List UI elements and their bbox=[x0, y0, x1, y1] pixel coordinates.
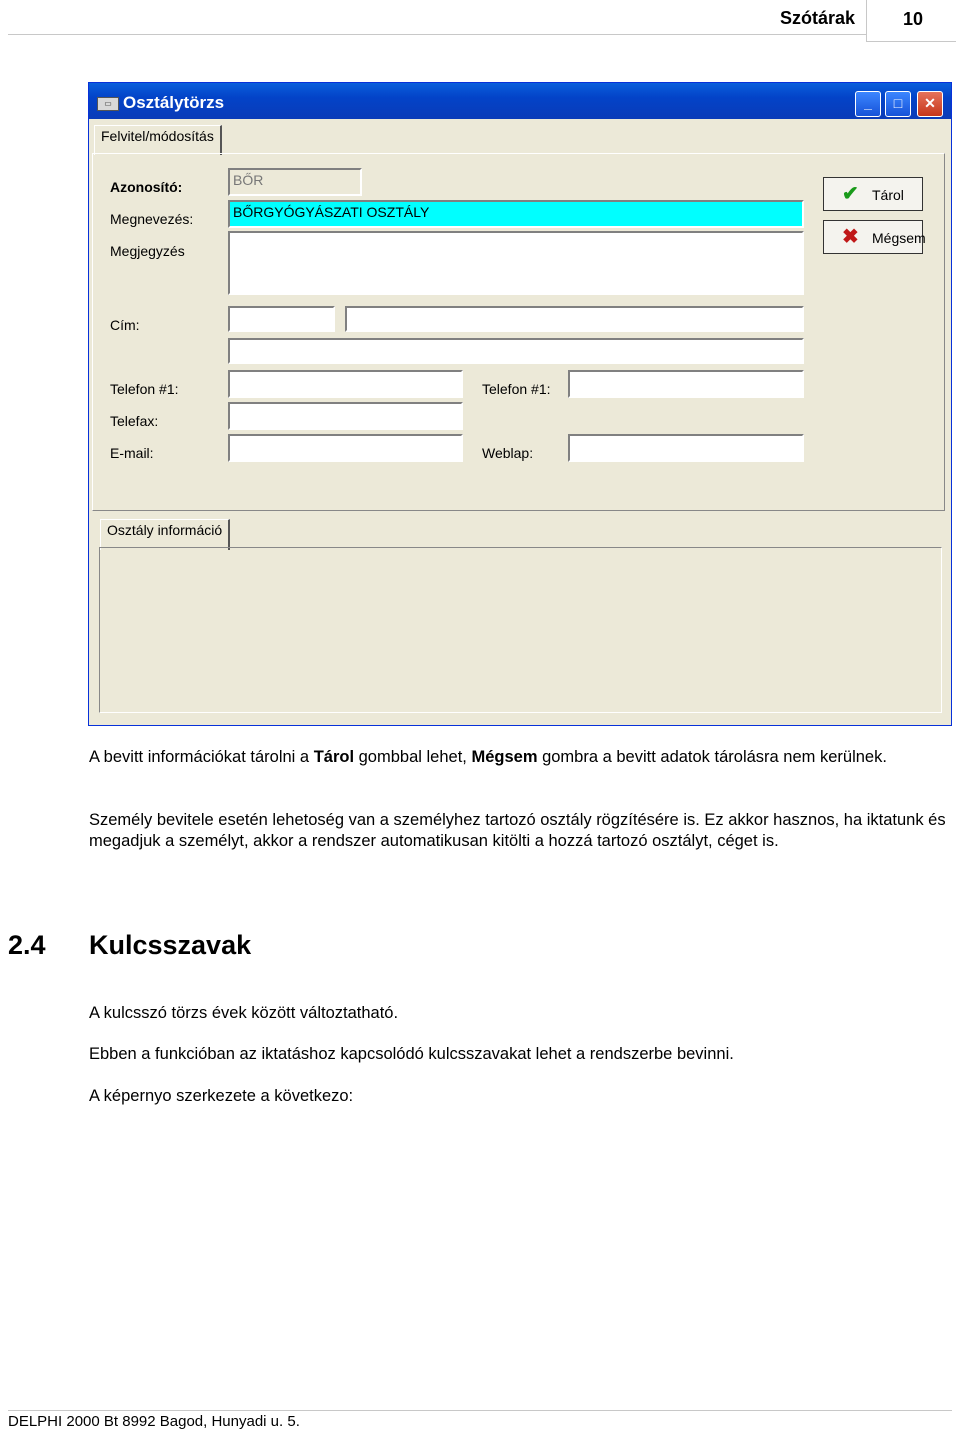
azonosito-label: Azonosító: bbox=[110, 179, 183, 195]
osztalytorzs-window bbox=[88, 82, 952, 726]
tab-osztaly-informacio[interactable]: Osztály információ bbox=[100, 519, 230, 550]
window-titlebar[interactable] bbox=[89, 83, 951, 119]
section-number: 2.4 bbox=[8, 930, 46, 960]
telefon1b-label: Telefon #1: bbox=[482, 381, 551, 397]
footer-text: DELPHI 2000 Bt 8992 Bagod, Hunyadi u. 5. bbox=[8, 1413, 300, 1430]
paragraph-kepernyo: A képernyo szerkezete a következo: bbox=[89, 1087, 354, 1105]
paragraph-tarol bbox=[89, 747, 951, 768]
telefax-field[interactable] bbox=[228, 402, 463, 430]
megsem-button[interactable] bbox=[823, 220, 926, 254]
tarol-button[interactable] bbox=[823, 177, 923, 211]
weblap-label: Weblap: bbox=[482, 445, 534, 461]
tarol-button-label: Tárol bbox=[872, 187, 904, 203]
email-label: E-mail: bbox=[110, 445, 154, 461]
megjegyzes-field[interactable] bbox=[228, 231, 804, 295]
paragraph-kulcsszo: A kulcsszó törzs évek között változtatható. bbox=[89, 1004, 399, 1022]
checkmark-icon: ✔ bbox=[842, 183, 859, 205]
close-button[interactable]: ✕ bbox=[917, 91, 943, 117]
x-icon: ✖ bbox=[842, 226, 859, 248]
telefon1-label: Telefon #1: bbox=[110, 381, 179, 397]
telefon1b-field[interactable] bbox=[568, 370, 804, 398]
paragraph-funkcio: Ebben a funkcióban az iktatáshoz kapcsolódó kulcsszavakat lehet a rendszerbe bevinni. bbox=[89, 1045, 734, 1063]
megnevezes-field[interactable]: BŐRGYÓGYÁSZATI OSZTÁLY bbox=[228, 200, 804, 228]
maximize-button[interactable]: □ bbox=[885, 91, 911, 117]
p1-megsem-bold: Mégsem bbox=[471, 748, 538, 766]
telefax-label: Telefax: bbox=[110, 413, 159, 429]
header-title: Szótárak bbox=[780, 8, 856, 28]
window-title: Osztálytörzs bbox=[123, 93, 225, 112]
weblap-field[interactable] bbox=[568, 434, 804, 462]
p1-text-e: gombra a bevitt adatok tárolásra nem kerülnek. bbox=[537, 748, 887, 766]
paragraph-szemely: Személy bevitele esetén lehetoség van a személyhez tartozó osztály rögzítésére is. Ez akkor hasznos, ha iktatunk és megadjuk a személyt, akkor a rendszer automatikusan kitölti a hozzá tartozó osztályt, céget is. bbox=[89, 811, 946, 850]
cim-zip-field[interactable] bbox=[228, 306, 335, 332]
tab-felvitel-modositas[interactable]: Felvitel/módosítás bbox=[94, 125, 222, 155]
p1-text-a: A bevitt információkat tárolni a bbox=[89, 748, 314, 766]
cim-label: Cím: bbox=[110, 317, 140, 333]
minimize-button[interactable]: _ bbox=[855, 91, 881, 117]
header-rule bbox=[8, 34, 866, 35]
p1-text-c: gombbal lehet, bbox=[354, 748, 472, 766]
p1-tarol-bold: Tárol bbox=[313, 748, 355, 766]
osztaly-informacio-panel bbox=[99, 547, 942, 713]
megsem-button-label: Mégsem bbox=[872, 230, 926, 246]
azonosito-field[interactable]: BŐR bbox=[228, 168, 362, 196]
window-icon: ▭ bbox=[97, 97, 119, 111]
telefon1-field[interactable] bbox=[228, 370, 463, 398]
cim-city-field[interactable] bbox=[345, 306, 804, 332]
email-field[interactable] bbox=[228, 434, 463, 462]
cim-street-field[interactable] bbox=[228, 338, 804, 364]
section-title: Kulcsszavak bbox=[89, 930, 252, 960]
megjegyzes-label: Megjegyzés bbox=[110, 243, 185, 259]
megnevezes-label: Megnevezés: bbox=[110, 211, 194, 227]
footer-rule bbox=[8, 1410, 952, 1411]
page-number: 10 bbox=[903, 9, 924, 29]
